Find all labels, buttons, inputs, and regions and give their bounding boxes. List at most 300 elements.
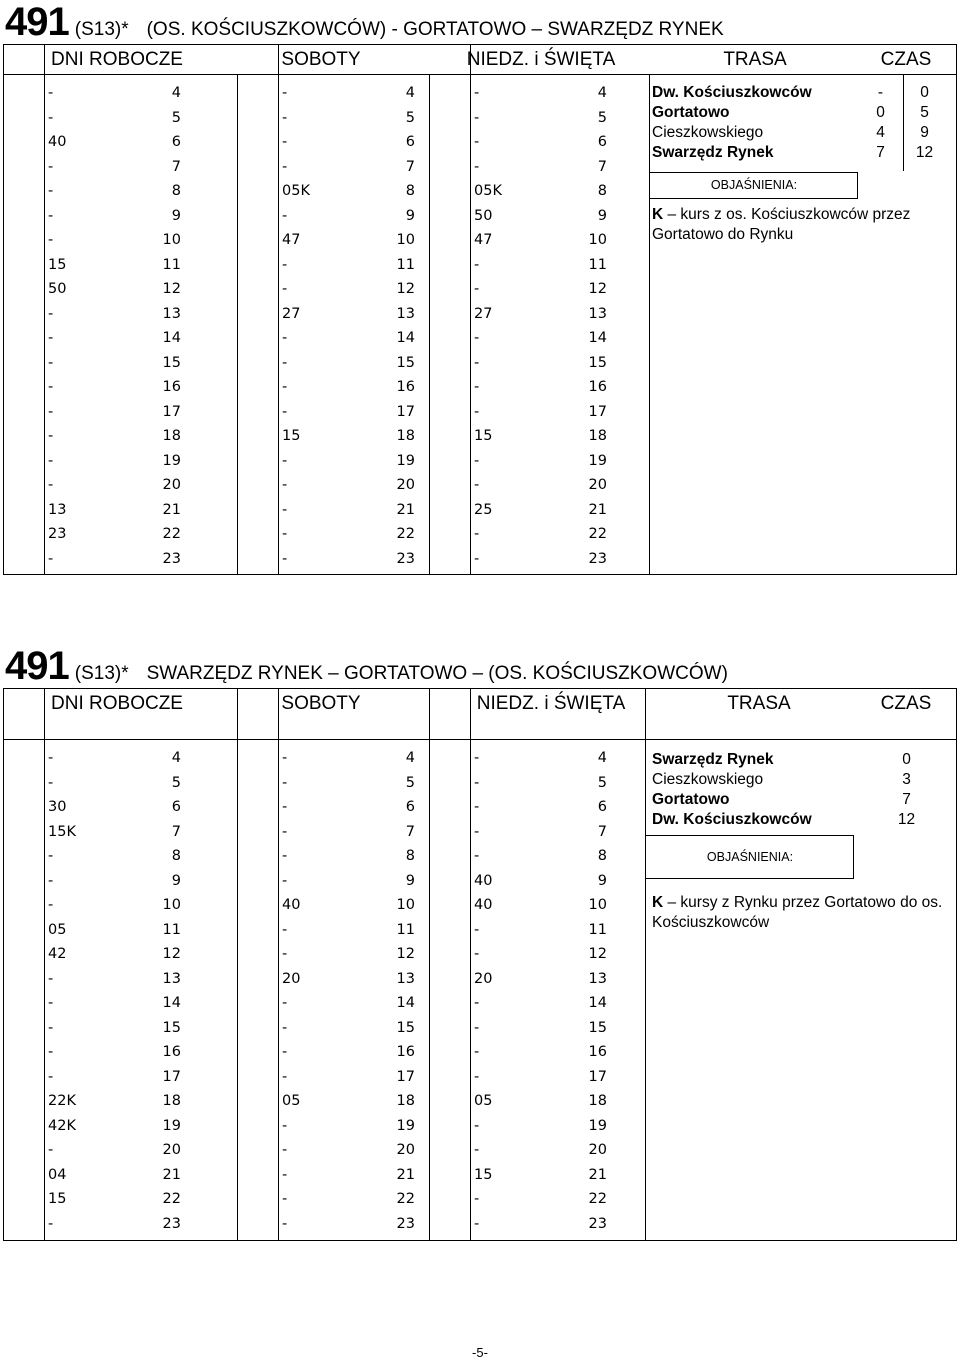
line-number: 491: [5, 644, 69, 688]
table-row: [430, 1187, 610, 1212]
hour-cell: 13: [588, 970, 607, 987]
minute-cell: -: [48, 1215, 54, 1232]
note-text: – kursy z Rynku przez Gortatowo do os. Kościuszkowców: [652, 894, 943, 931]
hour-cell: 10: [396, 232, 415, 248]
table-row: [430, 1016, 610, 1041]
minute-cell: -: [282, 872, 288, 889]
table-row: [430, 326, 610, 351]
table-row: [430, 424, 610, 449]
table-row: [430, 991, 610, 1016]
hour-cell: 16: [396, 1044, 415, 1060]
table-row: [430, 918, 610, 943]
minute-cell: -: [282, 774, 288, 791]
hour-cell: 20: [396, 1142, 415, 1158]
hour-cell: 14: [396, 330, 415, 346]
table-row: [4, 1163, 184, 1188]
hour-cell: 6: [405, 799, 415, 815]
table-row: [238, 351, 418, 376]
timetable-grid: [3, 688, 957, 1241]
minute-cell: 40: [282, 897, 301, 913]
minute-cell: -: [48, 897, 54, 913]
minute-cell: -: [282, 526, 288, 542]
minute-cell: 13: [48, 501, 67, 518]
hour-cell: 4: [171, 85, 181, 101]
table-row: [430, 498, 610, 523]
table-row: [430, 869, 610, 894]
table-row: [430, 1114, 610, 1139]
route-name: (OS. KOŚCIUSZKOWCÓW) - GORTATOWO – SWARZĘDZ RYNEK: [146, 19, 724, 40]
hour-cell: 14: [162, 995, 181, 1011]
hour-cell: 15: [396, 354, 415, 371]
minute-cell: -: [48, 305, 54, 322]
hour-cell: 17: [396, 1068, 415, 1085]
table-row: [238, 991, 418, 1016]
table-row: [4, 893, 184, 918]
minute-cell: 30: [48, 799, 67, 815]
hour-cell: 14: [588, 330, 607, 346]
minute-cell: -: [282, 281, 288, 297]
hour-cell: 21: [396, 501, 415, 518]
table-row: [238, 130, 418, 155]
stop-name: Cieszkowskiego: [652, 771, 764, 788]
table-row: [4, 918, 184, 943]
hour-cell: 12: [588, 946, 607, 962]
route-name: SWARZĘDZ RYNEK – GORTATOWO – (OS. KOŚCIUSZKOWCÓW): [146, 663, 728, 684]
table-row: [238, 326, 418, 351]
table-row: [238, 375, 418, 400]
minute-cell: -: [282, 750, 288, 766]
divider: [650, 198, 858, 199]
minute-cell: 40: [474, 897, 493, 913]
minute-cell: 15: [48, 1191, 67, 1207]
table-row: [430, 844, 610, 869]
minute-cell: -: [474, 1117, 480, 1134]
hour-cell: 19: [396, 1117, 415, 1134]
table-row: [238, 746, 418, 771]
minute-cell: -: [48, 183, 54, 199]
table-row: [238, 869, 418, 894]
minute-cell: 05K: [474, 183, 502, 199]
minute-cell: -: [474, 921, 480, 938]
table-row: [4, 1065, 184, 1090]
hour-cell: 10: [162, 232, 181, 248]
minute-cell: -: [48, 109, 54, 126]
hour-cell: 17: [162, 1068, 181, 1085]
minute-cell: -: [282, 501, 288, 518]
table-row: [430, 81, 610, 106]
table-row: [238, 498, 418, 523]
table-row: [4, 1138, 184, 1163]
table-row: [238, 1212, 418, 1237]
header-row: [4, 45, 956, 75]
minute-cell: 47: [474, 232, 493, 248]
minute-cell: 05: [474, 1093, 493, 1109]
table-row: [238, 820, 418, 845]
table-row: [430, 277, 610, 302]
minute-cell: -: [48, 158, 54, 175]
hour-cell: 8: [405, 848, 415, 864]
divider: [857, 172, 858, 199]
hour-cell: 22: [396, 526, 415, 542]
table-row: [4, 967, 184, 992]
table-row: [4, 1016, 184, 1041]
hour-cell: 19: [162, 1117, 181, 1134]
table-row: [430, 771, 610, 796]
minute-cell: 42K: [48, 1117, 76, 1134]
minute-cell: -: [474, 823, 480, 840]
minute-cell: -: [474, 330, 480, 346]
minute-cell: -: [282, 1142, 288, 1158]
hour-cell: 16: [588, 379, 607, 395]
stop-times-from-start: [862, 83, 899, 163]
hour-cell: 23: [162, 550, 181, 567]
table-row: [4, 179, 184, 204]
header-saturday: SOBOTY: [281, 693, 361, 714]
table-row: [4, 449, 184, 474]
minute-cell: 40: [474, 872, 493, 889]
hour-cell: 8: [405, 183, 415, 199]
hour-cell: 14: [162, 330, 181, 346]
minute-cell: -: [474, 281, 480, 297]
hour-cell: 14: [396, 995, 415, 1011]
minute-cell: 47: [282, 232, 301, 248]
table-row: [4, 1040, 184, 1065]
header-weekday: DNI ROBOCZE: [51, 693, 183, 714]
hour-cell: 13: [588, 305, 607, 322]
hour-cell: 20: [162, 477, 181, 493]
stop-time: 7: [876, 144, 885, 161]
hour-cell: 18: [588, 428, 607, 444]
hour-cell: 8: [171, 848, 181, 864]
hour-cell: 12: [588, 281, 607, 297]
hour-cell: 17: [162, 403, 181, 420]
minute-cell: -: [282, 1166, 288, 1183]
table-row: [238, 1163, 418, 1188]
stop-time: 0: [902, 751, 911, 768]
hour-cell: 12: [396, 946, 415, 962]
table-row: [4, 106, 184, 131]
minute-cell: -: [474, 550, 480, 567]
minute-cell: -: [474, 1044, 480, 1060]
table-row: [430, 1065, 610, 1090]
minute-cell: 05: [282, 1093, 301, 1109]
hour-cell: 5: [171, 774, 181, 791]
minute-cell: 15: [282, 428, 301, 444]
hour-cell: 10: [588, 897, 607, 913]
hour-cell: 15: [588, 1019, 607, 1036]
hour-cell: 12: [396, 281, 415, 297]
minute-cell: 04: [48, 1166, 67, 1183]
minute-cell: 23: [48, 526, 67, 542]
table-row: [430, 942, 610, 967]
hour-cell: 5: [597, 774, 607, 791]
legend-label: OBJAŚNIENIA:: [710, 178, 798, 192]
minute-cell: -: [474, 134, 480, 150]
table-row: [238, 179, 418, 204]
hour-cell: 10: [396, 897, 415, 913]
note-key: K: [652, 894, 664, 911]
table-row: [238, 1016, 418, 1041]
hour-cell: 17: [588, 1068, 607, 1085]
hour-cell: 14: [588, 995, 607, 1011]
hour-cell: 5: [171, 109, 181, 126]
minute-cell: -: [282, 477, 288, 493]
hour-cell: 4: [597, 85, 607, 101]
table-row: [238, 1114, 418, 1139]
table-row: [4, 942, 184, 967]
table-row: [4, 326, 184, 351]
minute-cell: -: [48, 848, 54, 864]
hour-cell: 19: [396, 452, 415, 469]
minute-cell: -: [48, 452, 54, 469]
hour-cell: 4: [171, 750, 181, 766]
table-row: [238, 424, 418, 449]
divider: [646, 835, 854, 836]
minute-cell: -: [474, 1019, 480, 1036]
minute-cell: -: [474, 158, 480, 175]
hour-cell: 23: [588, 1215, 607, 1232]
hour-cell: 9: [171, 872, 181, 889]
table-row: [238, 204, 418, 229]
hour-cell: 18: [588, 1093, 607, 1109]
table-row: [4, 771, 184, 796]
minute-cell: -: [474, 995, 480, 1011]
table-row: [430, 473, 610, 498]
hour-cell: 10: [162, 897, 181, 913]
hour-cell: 7: [405, 823, 415, 840]
hour-cell: 18: [162, 1093, 181, 1109]
minute-cell: -: [282, 134, 288, 150]
stop-name: Gortatowo: [652, 104, 730, 121]
hour-cell: 7: [405, 158, 415, 175]
hour-cell: 8: [597, 848, 607, 864]
minute-cell: -: [282, 995, 288, 1011]
table-row: [4, 155, 184, 180]
hour-cell: 21: [162, 501, 181, 518]
stop-times-from-origin: [906, 83, 943, 163]
table-row: [430, 746, 610, 771]
minute-cell: -: [474, 452, 480, 469]
table-row: [4, 302, 184, 327]
minute-cell: -: [282, 946, 288, 962]
hour-cell: 20: [396, 477, 415, 493]
table-row: [4, 522, 184, 547]
hour-cell: 11: [396, 256, 415, 273]
hour-cell: 11: [162, 921, 181, 938]
minute-cell: -: [48, 85, 54, 101]
minute-cell: -: [282, 379, 288, 395]
header-sunday: NIEDZ. i ŚWIĘTA: [466, 49, 616, 70]
legend-note: [652, 893, 952, 933]
hour-cell: 8: [171, 183, 181, 199]
divider: [646, 878, 854, 879]
minute-cell: -: [48, 970, 54, 987]
table-row: [4, 1089, 184, 1114]
header-route: TRASA: [727, 693, 791, 714]
minute-cell: -: [474, 946, 480, 962]
hour-cell: 15: [588, 354, 607, 371]
minute-cell: -: [282, 1191, 288, 1207]
hour-cell: 22: [588, 526, 607, 542]
minute-cell: -: [48, 750, 54, 766]
table-row: [4, 795, 184, 820]
minute-cell: -: [282, 1044, 288, 1060]
table-row: [238, 771, 418, 796]
table-row: [4, 400, 184, 425]
hour-cell: 11: [162, 256, 181, 273]
minute-cell: -: [48, 1142, 54, 1158]
hour-cell: 8: [597, 183, 607, 199]
minute-cell: -: [48, 232, 54, 248]
hour-cell: 9: [405, 207, 415, 224]
table-row: [4, 375, 184, 400]
table-row: [238, 277, 418, 302]
minute-cell: 15: [48, 256, 67, 273]
table-row: [238, 967, 418, 992]
table-row: [430, 351, 610, 376]
stop-name: Swarzędz Rynek: [652, 144, 774, 161]
hour-cell: 23: [396, 550, 415, 567]
table-row: [238, 1040, 418, 1065]
hour-cell: 6: [171, 799, 181, 815]
divider: [646, 739, 957, 740]
minute-cell: -: [282, 1068, 288, 1085]
hour-cell: 18: [396, 428, 415, 444]
minute-cell: -: [474, 354, 480, 371]
minute-cell: -: [282, 109, 288, 126]
table-row: [430, 302, 610, 327]
stop-name: Dw. Kościuszkowców: [652, 84, 812, 101]
minute-cell: -: [282, 403, 288, 420]
hour-cell: 7: [171, 158, 181, 175]
hour-cell: 16: [162, 379, 181, 395]
table-row: [238, 253, 418, 278]
hour-cell: 9: [405, 872, 415, 889]
stop-name: Swarzędz Rynek: [652, 751, 774, 768]
minute-cell: -: [48, 1068, 54, 1085]
table-row: [4, 204, 184, 229]
stop-time: 12: [915, 144, 934, 161]
minute-cell: -: [282, 158, 288, 175]
hour-cell: 22: [162, 1191, 181, 1207]
hour-cell: 16: [588, 1044, 607, 1060]
minute-cell: 40: [48, 134, 67, 150]
hour-cell: 16: [396, 379, 415, 395]
minute-cell: 27: [282, 305, 301, 322]
table-row: [238, 449, 418, 474]
minute-cell: 22K: [48, 1093, 76, 1109]
minute-cell: -: [48, 1044, 54, 1060]
stop-name: Dw. Kościuszkowców: [652, 811, 812, 828]
hour-cell: 6: [597, 134, 607, 150]
stop-time: 9: [920, 124, 929, 141]
hour-cell: 5: [597, 109, 607, 126]
minute-cell: 42: [48, 946, 67, 962]
minute-cell: -: [474, 799, 480, 815]
hour-cell: 4: [405, 750, 415, 766]
table-row: [430, 1163, 610, 1188]
hour-cell: 6: [171, 134, 181, 150]
table-row: [430, 1089, 610, 1114]
minute-cell: -: [282, 550, 288, 567]
minute-cell: -: [48, 403, 54, 420]
minute-cell: -: [282, 1019, 288, 1036]
hour-cell: 15: [162, 354, 181, 371]
table-row: [238, 547, 418, 572]
table-row: [4, 253, 184, 278]
table-row: [430, 155, 610, 180]
stop-time: -: [877, 84, 884, 101]
table-row: [238, 106, 418, 131]
stop-time: 0: [920, 84, 929, 101]
hour-cell: 7: [171, 823, 181, 840]
minute-cell: 50: [474, 207, 493, 224]
hour-cell: 6: [597, 799, 607, 815]
hour-cell: 4: [597, 750, 607, 766]
table-row: [238, 1089, 418, 1114]
minute-cell: -: [474, 750, 480, 766]
stop-name: Cieszkowskiego: [652, 124, 764, 141]
hour-cell: 15: [396, 1019, 415, 1036]
minute-cell: 05K: [282, 183, 310, 199]
hour-cell: 23: [588, 550, 607, 567]
table-row: [238, 155, 418, 180]
minute-cell: -: [282, 207, 288, 224]
table-row: [238, 400, 418, 425]
table-row: [238, 81, 418, 106]
table-row: [430, 1212, 610, 1237]
table-row: [4, 228, 184, 253]
divider: [903, 75, 904, 171]
hour-cell: 17: [396, 403, 415, 420]
table-row: [430, 1138, 610, 1163]
hour-cell: 13: [162, 970, 181, 987]
table-row: [430, 106, 610, 131]
table-row: [4, 498, 184, 523]
minute-cell: -: [48, 550, 54, 567]
table-row: [4, 1212, 184, 1237]
hour-cell: 19: [162, 452, 181, 469]
stop-time: 7: [902, 791, 911, 808]
table-row: [430, 400, 610, 425]
hour-cell: 7: [597, 158, 607, 175]
minute-cell: -: [282, 452, 288, 469]
minute-cell: -: [282, 823, 288, 840]
legend-note: [652, 205, 942, 245]
minute-cell: -: [474, 1142, 480, 1158]
hour-cell: 11: [396, 921, 415, 938]
hour-cell: 5: [405, 774, 415, 791]
minute-cell: 20: [282, 970, 301, 987]
header-time: CZAS: [880, 693, 932, 714]
minute-cell: -: [282, 799, 288, 815]
minute-cell: -: [282, 354, 288, 371]
hour-cell: 23: [396, 1215, 415, 1232]
line-code: (S13)*: [74, 19, 129, 40]
minute-cell: -: [48, 330, 54, 346]
minute-cell: 25: [474, 501, 493, 518]
stop-name: Gortatowo: [652, 791, 730, 808]
hour-cell: 9: [171, 207, 181, 224]
minute-cell: -: [48, 872, 54, 889]
table-row: [238, 522, 418, 547]
hour-cell: 23: [162, 1215, 181, 1232]
minute-cell: -: [474, 1191, 480, 1207]
line-number: 491: [5, 0, 69, 44]
note-key: K: [652, 206, 664, 223]
minute-cell: -: [474, 477, 480, 493]
header-weekday: DNI ROBOCZE: [51, 49, 183, 70]
